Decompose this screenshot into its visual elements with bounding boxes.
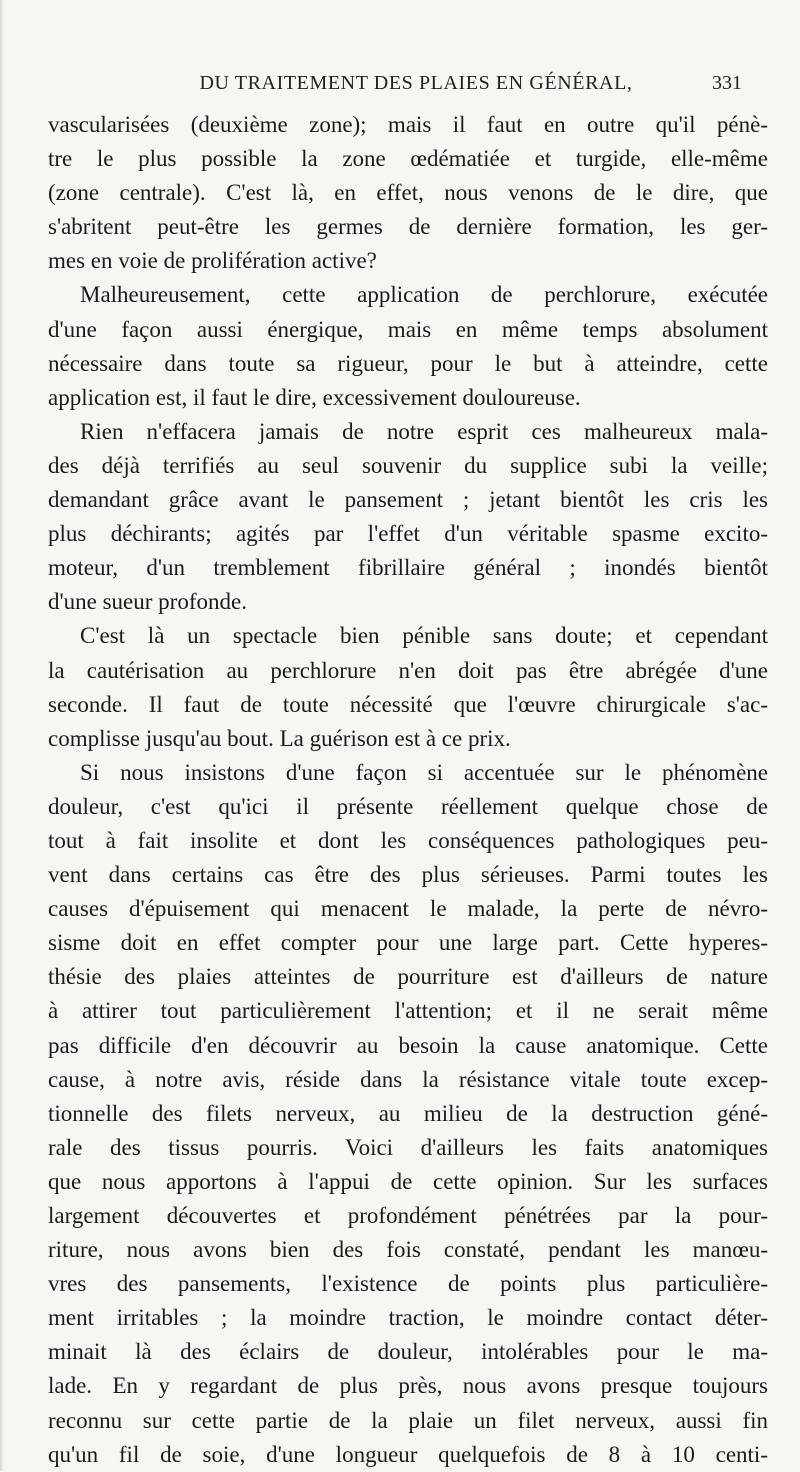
- text-line: tre le plus possible la zone œdématiée et turgide, elle-même: [48, 146, 768, 172]
- text-line: Rien n'effacera jamais de notre esprit ces malheureux mala-: [80, 418, 768, 444]
- text-line: à attirer tout particulièrement l'attention; et il ne serait même: [48, 998, 768, 1024]
- text-line: C'est là un spectacle bien pénible sans doute; et cependant: [80, 623, 768, 649]
- text-line: qu'un fil de soie, d'une longueur quelquefois de 8 à 10 centi-: [48, 1441, 768, 1467]
- text-line: d'une façon aussi énergique, mais en même temps absolument: [48, 316, 768, 342]
- text-line: tout à fait insolite et dont les conséquences pathologiques peu-: [48, 827, 768, 853]
- text-line: d'une sueur profonde.: [48, 589, 247, 615]
- text-line: minait là des éclairs de douleur, intolérables pour le ma-: [48, 1339, 768, 1365]
- text-line: vres des pansements, l'existence de points plus particulière-: [48, 1271, 768, 1297]
- text-line: pas difficile d'en découvrir au besoin la cause anatomique. Cette: [48, 1032, 768, 1058]
- running-title: DU TRAITEMENT DES PLAIES EN GÉNÉRAL,: [199, 72, 633, 94]
- text-line: tionnelle des filets nerveux, au milieu de la destruction géné-: [48, 1100, 768, 1126]
- running-head: [80, 72, 752, 108]
- text-line: largement découvertes et profondément pénétrées par la pour-: [48, 1203, 768, 1228]
- text-line: que nous apportons à l'appui de cette opinion. Sur les surfaces: [48, 1168, 768, 1194]
- text-line: Malheureusement, cette application de perchlorure, exécutée: [80, 282, 768, 308]
- text-line: sisme doit en effet compter pour une large part. Cette hyperes-: [48, 930, 768, 956]
- text-line: complisse jusqu'au bout. La guérison est à ce prix.: [48, 725, 511, 751]
- text-line: plus déchirants; agités par l'effet d'un véritable spasme excito-: [48, 521, 768, 547]
- text-line: ment irritables ; la moindre traction, le moindre contact déter-: [48, 1305, 768, 1331]
- text-line: (zone centrale). C'est là, en effet, nous venons de le dire, que: [48, 180, 768, 206]
- body-text: [48, 108, 768, 1472]
- scan-edge: [0, 0, 4, 1471]
- text-line: application est, il faut le dire, excessivement douloureuse.: [48, 384, 581, 410]
- text-line: seconde. Il faut de toute nécessité que l'œuvre chirurgicale s'ac-: [48, 691, 768, 717]
- page-number: 331: [712, 72, 742, 94]
- text-line: vascularisées (deuxième zone); mais il faut en outre qu'il pénè-: [48, 112, 768, 137]
- text-line: thésie des plaies atteintes de pourriture est d'ailleurs de nature: [48, 964, 768, 990]
- text-line: Si nous insistons d'une façon si accentuée sur le phénomène: [80, 759, 768, 785]
- text-line: lade. En y regardant de plus près, nous avons presque toujours: [48, 1373, 768, 1399]
- text-line: s'abritent peut-être les germes de dernière formation, les ger-: [48, 214, 768, 240]
- text-line: mes en voie de prolifération active?: [48, 248, 377, 274]
- text-line: rale des tissus pourris. Voici d'ailleurs les faits anatomiques: [48, 1134, 768, 1160]
- text-line: causes d'épuisement qui menacent le malade, la perte de névro-: [48, 896, 768, 922]
- text-line: nécessaire dans toute sa rigueur, pour le but à atteindre, cette: [48, 350, 768, 376]
- text-line: cause, à notre avis, réside dans la résistance vitale toute excep-: [48, 1066, 768, 1092]
- text-line: demandant grâce avant le pansement ; jetant bientôt les cris les: [48, 487, 768, 513]
- text-line: des déjà terrifiés au seul souvenir du supplice subi la veille;: [48, 452, 768, 478]
- text-line: la cautérisation au perchlorure n'en doit pas être abrégée d'une: [48, 657, 768, 683]
- text-line: douleur, c'est qu'ici il présente réellement quelque chose de: [48, 793, 768, 819]
- text-line: riture, nous avons bien des fois constaté, pendant les manœu-: [48, 1237, 768, 1263]
- text-line: reconnu sur cette partie de la plaie un filet nerveux, aussi fin: [48, 1407, 768, 1433]
- text-line: vent dans certains cas être des plus sérieuses. Parmi toutes les: [48, 862, 768, 888]
- text-line: moteur, d'un tremblement fibrillaire général ; inondés bientôt: [48, 555, 768, 581]
